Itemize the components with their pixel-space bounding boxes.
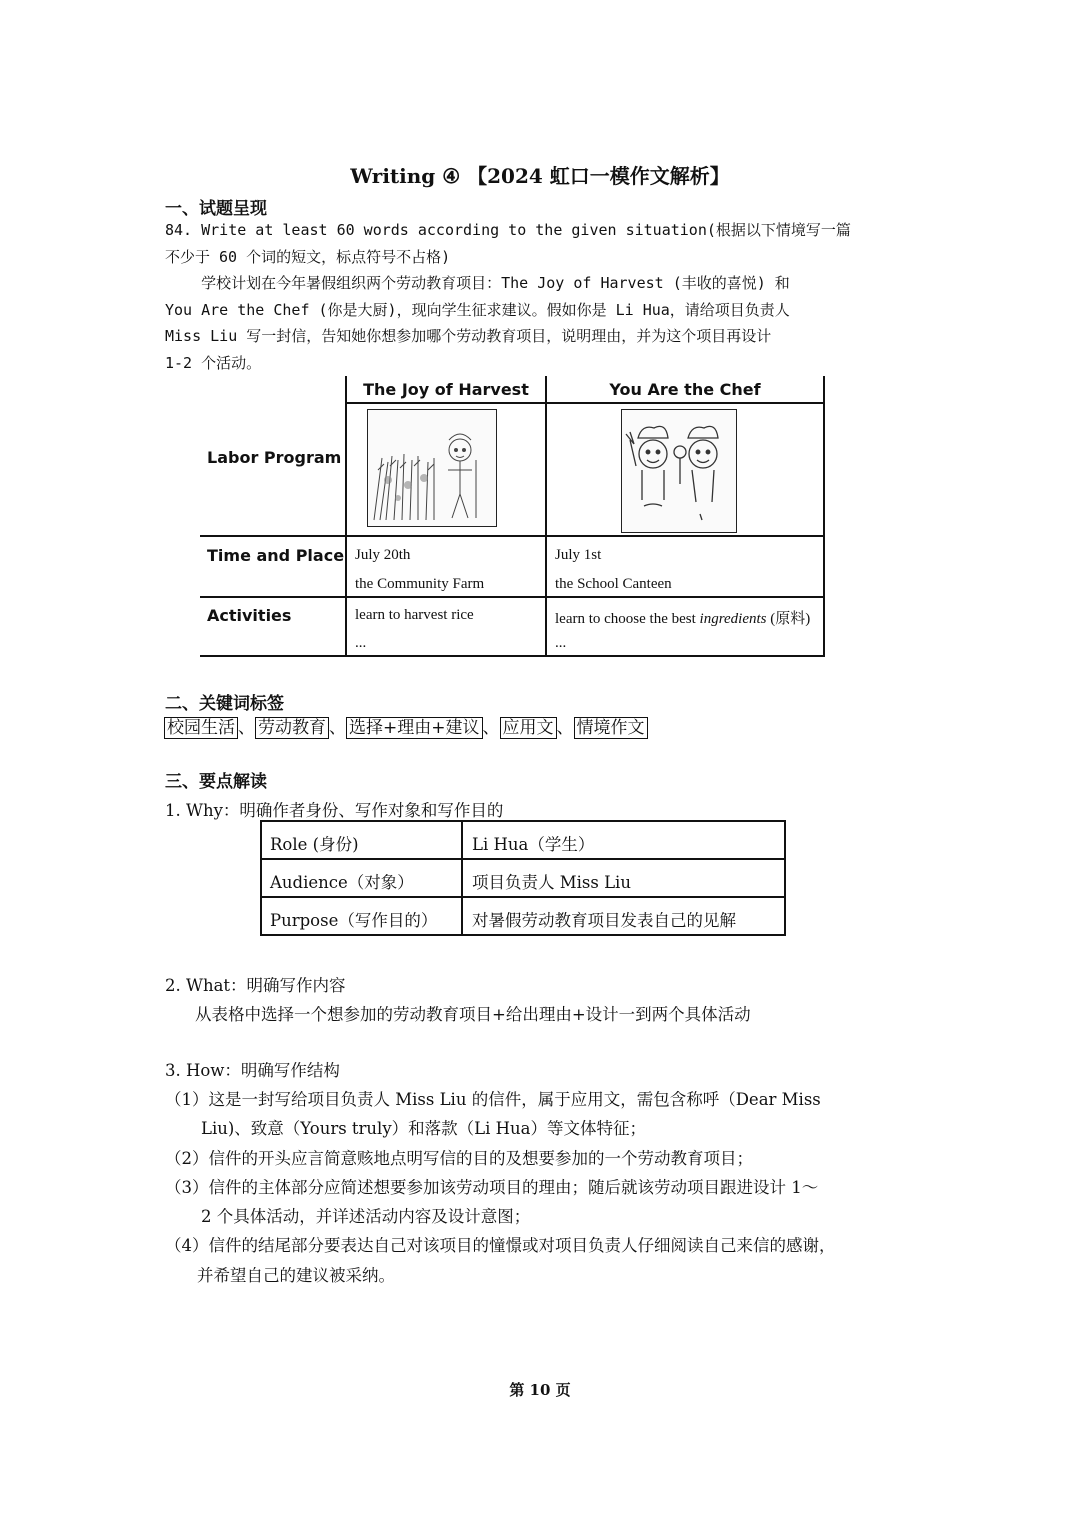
table-rule [345, 402, 825, 404]
row-label-labor-program: Labor Program [207, 448, 342, 467]
table-rule [200, 596, 825, 598]
why-key-audience: Audience（对象） [270, 873, 414, 892]
page-title: Writing ④ 【2024 虹口一模作文解析】 [350, 164, 730, 188]
chef-activity-italic: ingredients [699, 611, 767, 627]
table-rule [260, 934, 786, 936]
harvest-more: ... [355, 635, 367, 651]
row-label-time-place: Time and Place [207, 546, 345, 565]
col-header-harvest: The Joy of Harvest [363, 380, 529, 399]
table-rule [461, 820, 463, 936]
chef-activity-note: (原料) [766, 611, 811, 627]
col-header-chef: You Are the Chef [609, 380, 761, 399]
how-point: Liu)、致意（Yours truly）和落款（Li Hua）等文体特征； [201, 1119, 646, 1139]
prompt-line: You Are the Chef (你是大厨)，现向学生征求建议。假如你是 Li Hua，请给项目负责人 [165, 300, 790, 319]
how-point: （4）信件的结尾部分要表达自己对该项目的憧憬或对项目负责人仔细阅读自己来信的感谢， [165, 1236, 836, 1256]
why-value-purpose: 对暑假劳动教育项目发表自己的见解 [472, 911, 736, 930]
harvest-sketch-icon [368, 410, 496, 526]
harvest-illustration [367, 409, 497, 527]
prompt-text [165, 217, 895, 376]
chef-sketch-icon [622, 410, 736, 532]
tag-choice-reason-suggestion: 选择+理由+建议 [346, 717, 483, 739]
why-key-role: Role (身份) [270, 835, 359, 854]
table-rule [200, 535, 825, 537]
table-rule [345, 376, 347, 656]
prompt-line: 1-2 个活动。 [165, 353, 262, 372]
chef-date: July 1st [555, 547, 602, 563]
chef-place: the School Canteen [555, 576, 672, 592]
tag-situational-writing: 情境作文 [574, 717, 648, 739]
table-rule [260, 820, 786, 822]
row-label-activities: Activities [207, 606, 292, 625]
how-point: 并希望自己的建议被采纳。 [197, 1265, 395, 1285]
section-heading-1: 一、试题呈现 [165, 199, 267, 219]
chef-activity-text: learn to choose the best [555, 611, 700, 627]
tag-separator: 、 [329, 718, 346, 738]
what-text: 从表格中选择一个想参加的劳动教育项目+给出理由+设计一到两个具体活动 [195, 1005, 751, 1024]
how-point: 2 个具体活动，并详述活动内容及设计意图； [201, 1207, 531, 1227]
why-key-purpose: Purpose（写作目的） [270, 911, 438, 930]
harvest-activity: learn to harvest rice [355, 607, 474, 623]
table-rule [545, 376, 547, 656]
chef-more: ... [555, 635, 567, 651]
prompt-line: 学校计划在今年暑假组织两个劳动教育项目：The Joy of Harvest (丰收的喜悦) 和 [165, 274, 790, 292]
page-number: 第 10 页 [509, 1381, 571, 1399]
tag-separator: 、 [238, 718, 255, 738]
how-point: （3）信件的主体部分应简述想要参加该劳动项目的理由；随后就该劳动项目跟进设计 1～ [165, 1177, 819, 1197]
tag-practical-writing: 应用文 [500, 717, 557, 739]
table-rule [260, 858, 786, 860]
why-value-audience: 项目负责人 Miss Liu [472, 873, 631, 892]
how-point: （1）这是一封写给项目负责人 Miss Liu 的信件，属于应用文，需包含称呼（Dear Miss [165, 1090, 821, 1109]
how-points [165, 1085, 895, 1290]
table-rule [200, 655, 825, 657]
table-rule [260, 820, 262, 936]
table-rule [260, 896, 786, 898]
harvest-place: the Community Farm [355, 576, 485, 592]
chef-illustration [621, 409, 737, 533]
section-heading-3: 三、要点解读 [165, 772, 267, 792]
why-value-role: Li Hua（学生） [472, 835, 595, 854]
harvest-date: July 20th [355, 547, 411, 563]
tag-separator: 、 [482, 718, 500, 738]
why-label: 1. Why：明确作者身份、写作对象和写作目的 [165, 801, 504, 820]
prompt-line: 84. Write at least 60 words according to the given situation(根据以下情境写一篇 [165, 221, 851, 239]
prompt-line: Miss Liu 写一封信，告知她你想参加哪个劳动教育项目，说明理由，并为这个项目再设计 [165, 327, 772, 345]
how-point: （2）信件的开头应言简意赅地点明写信的目的及想要参加的一个劳动教育项目； [165, 1148, 753, 1168]
section-heading-2: 二、关键词标签 [165, 694, 284, 714]
table-rule [823, 376, 825, 656]
tag-labor-education: 劳动教育 [255, 717, 329, 739]
how-label: 3. How：明确写作结构 [165, 1061, 340, 1080]
tag-separator: 、 [556, 718, 574, 738]
what-label: 2. What：明确写作内容 [165, 976, 346, 995]
prompt-line: 不少于 60 个词的短文，标点符号不占格) [165, 247, 451, 266]
tag-campus-life: 校园生活 [164, 717, 238, 739]
keyword-tags [164, 713, 648, 738]
chef-activity [555, 607, 810, 628]
table-rule [784, 820, 786, 936]
